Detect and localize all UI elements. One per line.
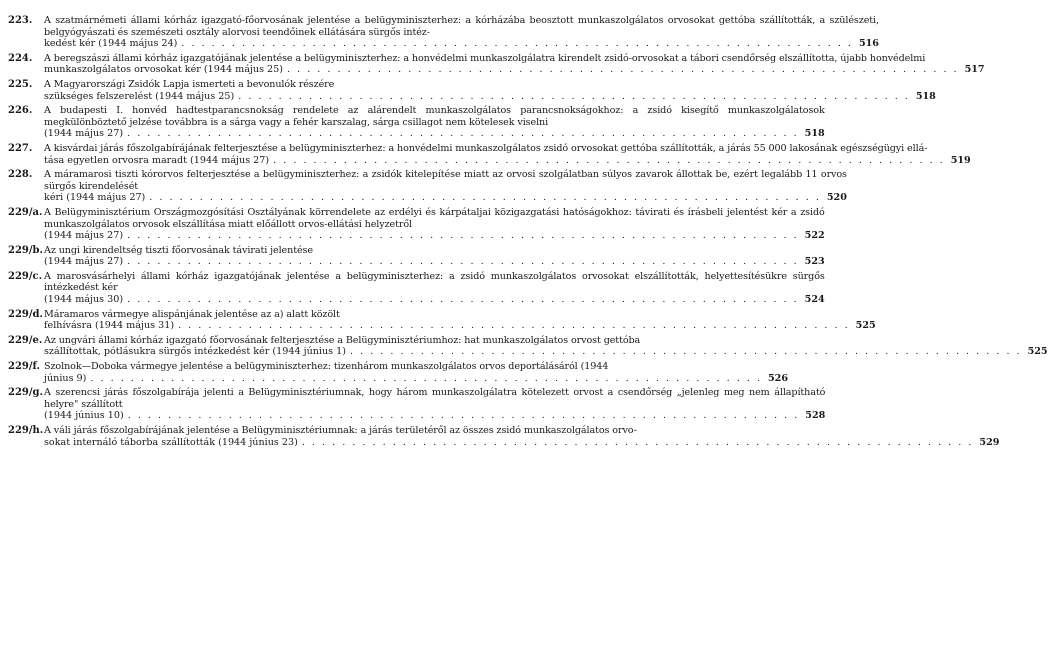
page-number: 528 <box>805 410 826 422</box>
entry-number: 229/a. <box>8 206 43 218</box>
dot-leader <box>350 346 1022 358</box>
page-number: 518 <box>915 90 936 102</box>
page-number: 520 <box>826 192 847 204</box>
entry-description: A Belügyminisztérium Országmozgósítási Osztályának körrendelete az erdélyi és kárpátaljai közigazgatási hatóságokhoz: távirati és írásbeli jelentést kér a zsidó munkaszolgálatos orvosok elszállítása miatt előállott orvos-ellátási helyzetről <box>44 206 825 230</box>
page-number: 516 <box>858 38 879 50</box>
toc-entry <box>8 425 1000 448</box>
entry-number: 228. <box>8 169 33 181</box>
toc-entry <box>8 15 879 50</box>
entry-description: Szolnok—Doboka vármegye jelentése a belügyminiszterhez: tizenhárom munkaszolgálatos orvos deportálásáról (1944 <box>44 361 609 373</box>
toc-entry <box>8 105 825 140</box>
entry-number: 229/h. <box>8 425 44 436</box>
entry-body <box>44 143 971 166</box>
entry-description: A szerencsi járás főszolgabírája jelenti a Belügyminisztériumnak, hogy három munkaszolgálatra kötelezett orvost a csendőrség „jelenleg meg nem állapítható helyre" szállított <box>44 387 826 410</box>
entry-number: 229/g. <box>8 387 43 399</box>
entry-body <box>44 105 825 140</box>
entry-last-line <box>44 155 971 167</box>
toc-entry <box>8 52 985 76</box>
toc-entry <box>8 387 826 422</box>
entry-number: 229/e. <box>8 334 43 346</box>
toc-entry <box>8 78 936 102</box>
dot-leader <box>128 410 800 422</box>
page-number: 524 <box>804 294 825 306</box>
entry-body <box>44 53 985 76</box>
toc-entry <box>8 244 825 268</box>
entry-last-line <box>44 91 936 103</box>
entry-date-line: szükséges felszerelést (1944 május 25) <box>44 90 235 102</box>
entry-description: Máramaros vármegye alispánjának jelentése az a) alatt közölt <box>44 308 340 320</box>
entry-date-line: (1944 május 27) <box>44 230 124 242</box>
dot-leader <box>178 320 850 332</box>
dot-leader <box>181 38 853 50</box>
entry-body <box>44 387 825 422</box>
entry-date-line: felhívásra (1944 május 31) <box>44 320 175 332</box>
entry-date-line: (1944 május 27) <box>44 128 124 140</box>
page-number: 525 <box>1027 346 1048 358</box>
entry-date-line: (1944 június 10) <box>44 410 124 422</box>
entry-number: 226. <box>8 105 33 117</box>
page-number: 523 <box>804 256 825 268</box>
toc-entry <box>8 270 825 306</box>
entry-last-line <box>44 294 825 306</box>
entry-number: 229/f. <box>8 361 40 373</box>
entry-last-line <box>44 320 876 332</box>
entry-last-line <box>44 192 847 204</box>
dot-leader <box>127 294 799 306</box>
dot-leader <box>287 64 959 76</box>
toc-entry <box>8 334 1048 358</box>
page-number: 529 <box>979 436 1000 448</box>
entry-body <box>44 245 825 268</box>
entry-number: 223. <box>8 15 33 26</box>
entry-description: A váli járás főszolgabírájának jelentése a Belügyminisztériumnak: a járás területéről az összes zsidó munkaszolgálatos orvo- <box>44 425 637 436</box>
toc-entry <box>8 308 876 332</box>
entry-body <box>44 425 999 448</box>
entry-description: Az ungvári állami kórház igazgató főorvosának felterjesztése a Belügyminisztériumhoz: hat munkaszolgálatos orvost gettóba <box>44 334 641 346</box>
toc-entry <box>8 142 971 166</box>
page-number: 519 <box>950 154 971 166</box>
entry-description: A kisvárdai járás főszolgabírájának felterjesztése a belügyminiszterhez: a honvédelmi munkaszolgálatos zsidó orvosokat gettóba szállították, a járás 55 000 lakosának egészségügyi ellá- <box>44 142 928 154</box>
entry-body <box>44 271 825 306</box>
entry-date-line: kedést kér (1944 május 24) <box>44 38 178 50</box>
entry-number: 227. <box>8 142 33 154</box>
entry-description: A máramarosi tiszti kórorvos felterjesztése a belügyminiszterhez: a zsidók kitelepítése miatt az orvosi szolgálatban súlyos zavarok állottak be, ezért legalább 11 orvos sürgős kirendelését <box>44 169 847 192</box>
dot-leader <box>127 128 799 140</box>
dot-leader <box>127 256 799 268</box>
entry-last-line <box>44 230 825 242</box>
entry-last-line <box>44 346 1048 358</box>
entry-description: Az ungi kirendeltség tiszti főorvosának távirati jelentése <box>44 244 313 256</box>
dot-leader <box>302 437 974 449</box>
dot-leader <box>90 373 762 385</box>
entry-last-line <box>44 373 788 385</box>
entry-date-line: tása egyetlen orvosra maradt (1944 május 27) <box>44 154 270 166</box>
entry-body <box>44 79 936 102</box>
entry-number: 224. <box>8 52 33 64</box>
entry-body <box>44 207 825 242</box>
entry-last-line <box>44 437 999 449</box>
page-number: 522 <box>804 230 825 242</box>
entry-date-line: kéri (1944 május 27) <box>44 192 146 204</box>
toc-entry <box>8 169 847 204</box>
entry-last-line <box>44 64 985 76</box>
dot-leader <box>238 91 910 103</box>
entry-description: A Magyarországi Zsidók Lapja ismerteti a bevonulók részére <box>44 78 335 90</box>
entry-last-line <box>44 410 825 422</box>
entry-date-line: sokat internáló táborba szállították (1944 június 23) <box>44 436 298 448</box>
entry-last-line <box>44 256 825 268</box>
entry-last-line <box>44 128 825 140</box>
entry-body <box>44 335 1048 358</box>
entry-date-line: (1944 május 27) <box>44 256 124 268</box>
page-number: 517 <box>964 64 985 76</box>
toc-entry <box>8 361 788 384</box>
dot-leader <box>273 155 945 167</box>
entry-description: A marosvásárhelyi állami kórház igazgatójának jelentése a belügyminiszterhez: a zsidó munkaszolgálatos orvosokat elszállították, helyettesítésükre sürgős intézkedést kér <box>44 270 825 294</box>
entry-description: A beregszászi állami kórház igazgatójának jelentése a belügyminiszterhez: a honvédelmi munkaszolgálatra kirendelt zsidó-orvosokat a tábori csendőrség elszállította, újabb honvédelmi <box>44 52 926 64</box>
entry-date-line: június 9) <box>44 372 87 384</box>
entry-date-line: szállítottak, pótlásukra sürgős intézkedést kér (1944 június 1) <box>44 346 346 358</box>
page-number: 525 <box>855 320 876 332</box>
entry-number: 225. <box>8 78 33 90</box>
entry-date-line: munkaszolgálatos orvosokat kér (1944 május 25) <box>44 64 283 76</box>
entry-date-line: (1944 május 30) <box>44 294 124 306</box>
entry-body <box>44 309 876 332</box>
entry-number: 229/b. <box>8 244 43 256</box>
entry-number: 229/c. <box>8 270 43 282</box>
page-number: 526 <box>767 372 788 384</box>
page-number: 518 <box>804 128 825 140</box>
dot-leader <box>127 230 799 242</box>
entry-description: A szatmárnémeti állami kórház igazgató-főorvosának jelentése a belügyminiszterhez: a kórházába beosztott munkaszolgálatos orvosokat gettóba szállították, a szülészeti, belgyógyászati és szemészeti osztály alorvosi teendőinek ellátására sürgős intéz- <box>44 15 879 38</box>
entry-body <box>44 15 879 50</box>
entry-number: 229/d. <box>8 308 43 320</box>
toc-entry <box>8 206 825 242</box>
entry-last-line <box>44 38 879 50</box>
entry-description: A budapesti I. honvéd hadtestparancsnokság rendelete az alárendelt munkaszolgálatos parancsnokságokhoz: a zsidó kisegítő munkaszolgálatosok megkülönböztető jelzése továbbra is a sárga vagy a fehér karszalag, sárga csillagot nem kötelesek viselni <box>44 105 825 128</box>
dot-leader <box>149 192 821 204</box>
entry-body <box>44 361 788 384</box>
entry-body <box>44 169 847 204</box>
